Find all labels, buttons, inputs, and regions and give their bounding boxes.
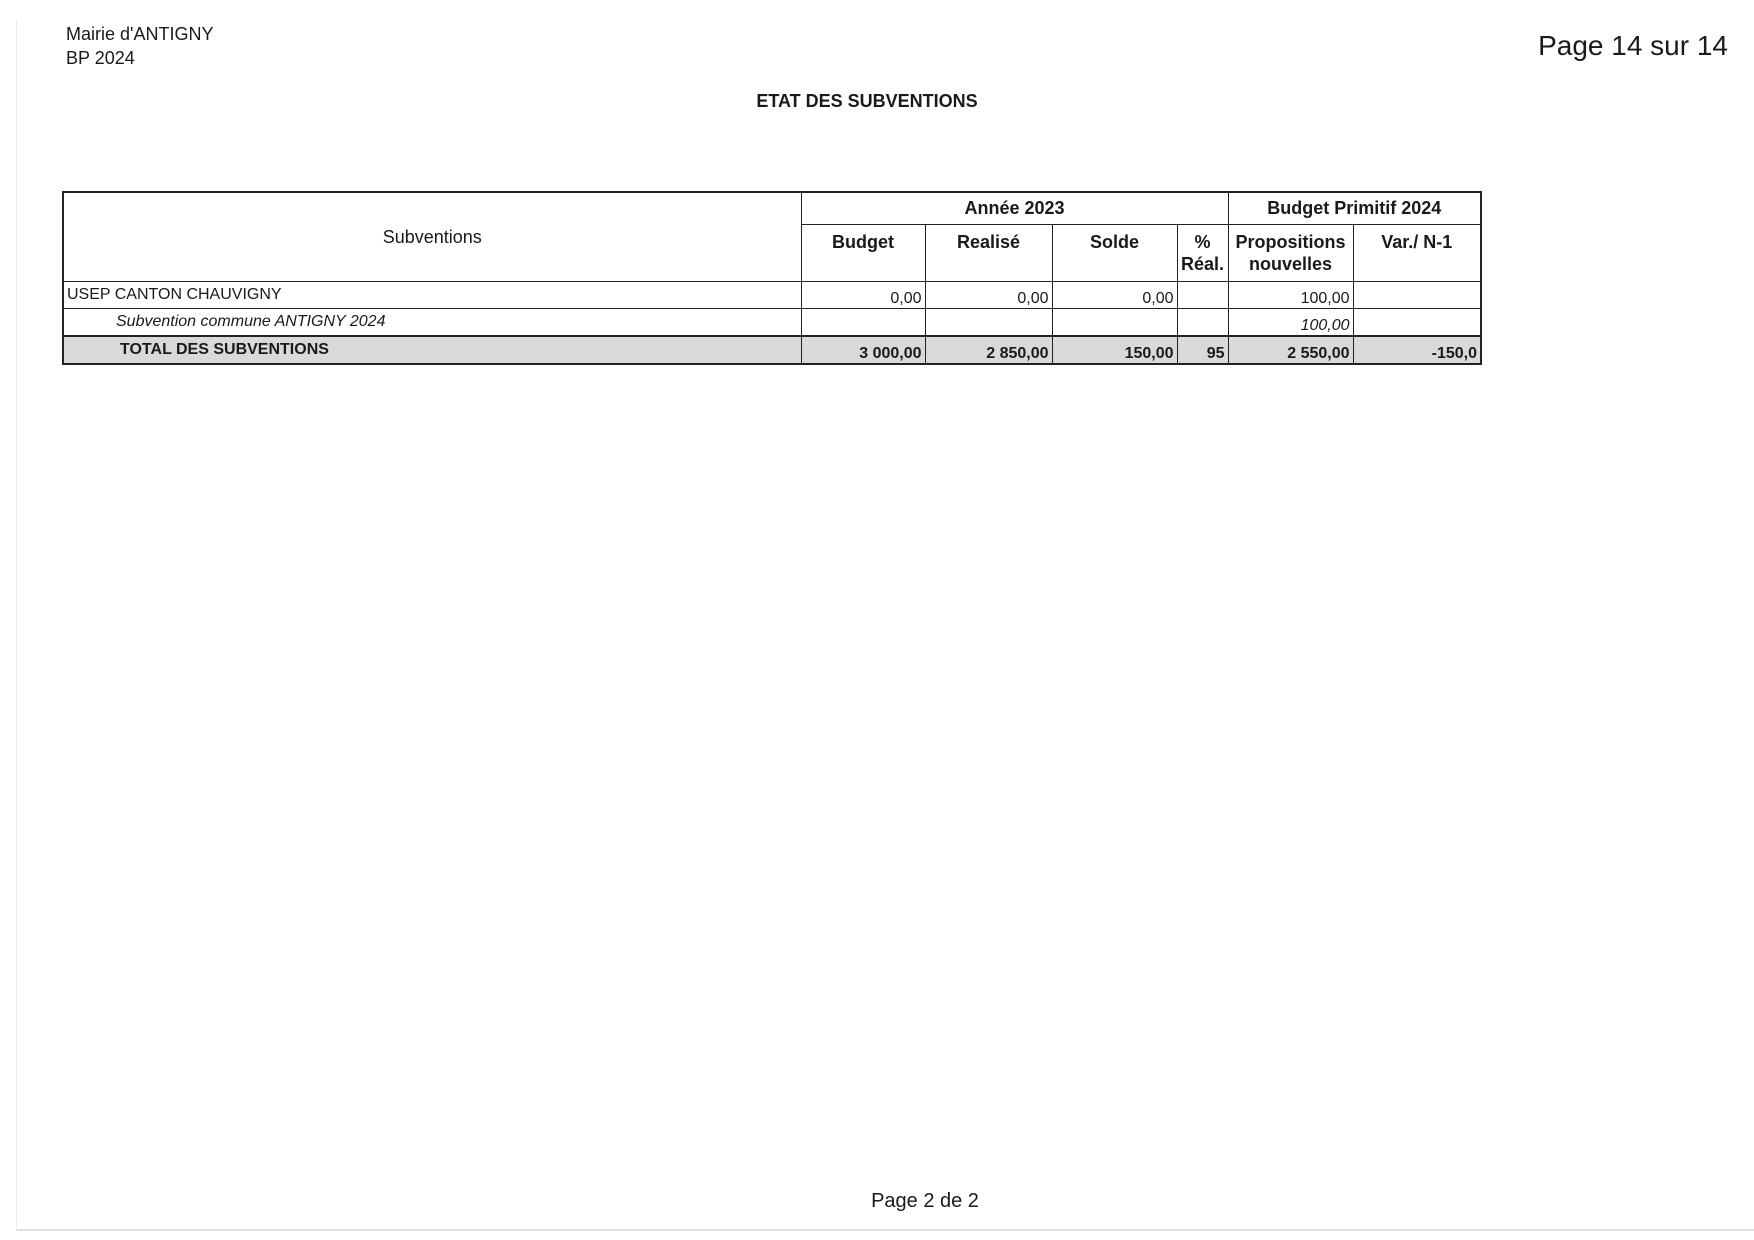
cell-solde [1052, 309, 1177, 337]
cell-var [1353, 282, 1481, 309]
cell-var [1353, 309, 1481, 337]
cell-pct [1177, 282, 1228, 309]
prop-line-2: nouvelles [1248, 254, 1333, 274]
page-number-top: Page 14 sur 14 [1538, 30, 1728, 61]
cell-solde: 0,00 [1052, 282, 1177, 309]
total-propositions: 2 550,00 [1228, 336, 1353, 364]
total-budget: 3 000,00 [801, 336, 925, 364]
col-header-budget: Budget [801, 225, 925, 282]
total-solde: 150,00 [1052, 336, 1177, 364]
table-row [63, 309, 1481, 337]
document-header [66, 22, 213, 70]
pct-line-2: Réal. [1180, 254, 1225, 274]
col-header-pct-real [1177, 225, 1228, 282]
page-title: ETAT DES SUBVENTIONS [756, 91, 978, 111]
organization-name: Mairie d'ANTIGNY [66, 24, 214, 44]
page-edge [16, 1229, 1754, 1231]
total-realise: 2 850,00 [925, 336, 1052, 364]
table-row [63, 282, 1481, 309]
col-header-solde: Solde [1052, 225, 1177, 282]
page-edge [16, 20, 17, 1230]
subventions-table [62, 191, 1482, 365]
group-header-2024: Budget Primitif 2024 [1228, 192, 1481, 225]
document-code: BP 2024 [66, 48, 135, 68]
pct-line-1: % [1194, 232, 1211, 252]
col-header-realise: Realisé [925, 225, 1052, 282]
prop-line-1: Propositions [1235, 232, 1346, 252]
col-header-propositions [1228, 225, 1353, 282]
cell-realise: 0,00 [925, 282, 1052, 309]
cell-propositions: 100,00 [1228, 282, 1353, 309]
total-pct: 95 [1177, 336, 1228, 364]
cell-realise [925, 309, 1052, 337]
row-name: USEP CANTON CHAUVIGNY [63, 282, 801, 309]
row-name: Subvention commune ANTIGNY 2024 [63, 309, 801, 337]
table-header-row [63, 192, 1481, 225]
total-label: TOTAL DES SUBVENTIONS [63, 336, 801, 364]
col-header-var: Var./ N-1 [1353, 225, 1481, 282]
cell-propositions: 100,00 [1228, 309, 1353, 337]
cell-budget [801, 309, 925, 337]
col-header-subventions: Subventions [63, 192, 801, 282]
cell-budget: 0,00 [801, 282, 925, 309]
total-row [63, 336, 1481, 364]
total-var: -150,0 [1353, 336, 1481, 364]
cell-pct [1177, 309, 1228, 337]
page-number-bottom: Page 2 de 2 [871, 1190, 979, 1212]
group-header-2023: Année 2023 [801, 192, 1228, 225]
